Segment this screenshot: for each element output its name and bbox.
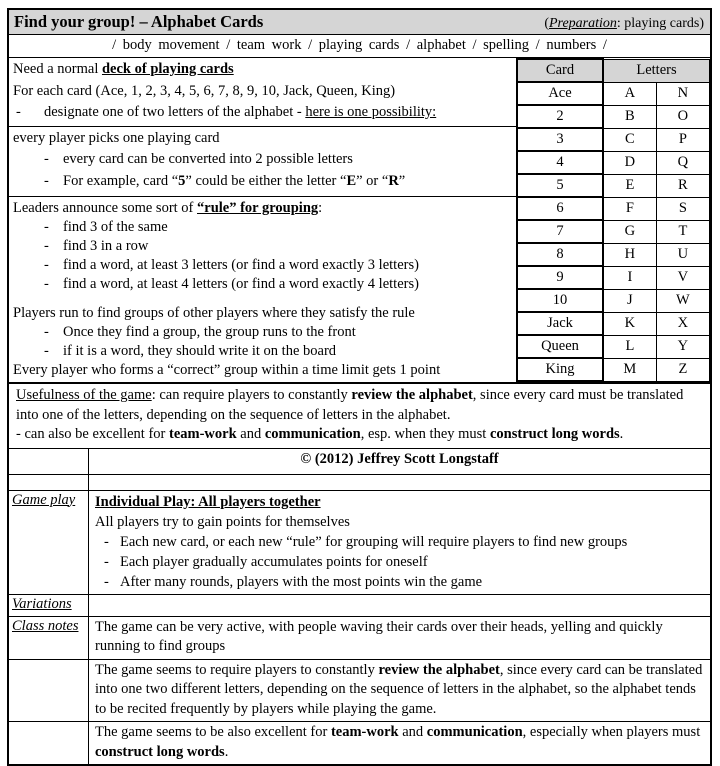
text-line: every player picks one playing card xyxy=(13,129,220,146)
letter-cell: J xyxy=(603,289,656,312)
text-line: (Preparation: playing cards) xyxy=(544,16,704,31)
letter-cell: A xyxy=(603,82,656,105)
text-line: The game seems to require players to constantly review the alphabet, since every card can be translated into one two different letters, depending on the sequence of letters in the alphabet, so the alphabet tends to be recited frequently by players while playing the game. xyxy=(95,661,703,717)
preparation-note xyxy=(544,16,704,32)
card-column-header: Card xyxy=(517,59,603,82)
card-letter-table xyxy=(516,58,710,382)
letter-cell: Z xyxy=(656,358,709,381)
gameplay-content xyxy=(89,491,710,594)
classnotes-label xyxy=(9,617,89,659)
letter-cell: C xyxy=(603,128,656,151)
card-table-row xyxy=(517,105,710,128)
text-line: Players run to find groups of other players where they satisfy the rule xyxy=(13,304,415,321)
copyright-row xyxy=(9,448,710,474)
bullet-dash: - xyxy=(44,342,49,359)
card-table-row xyxy=(517,312,710,335)
letter-cell: O xyxy=(656,105,709,128)
card-cell: Jack xyxy=(517,312,603,335)
card-cell: 10 xyxy=(517,289,603,312)
letter-cell: U xyxy=(656,243,709,266)
text-line: - find 3 of the same xyxy=(44,218,168,235)
document-table xyxy=(7,8,712,766)
spacer-row xyxy=(9,474,710,490)
rules-cell xyxy=(9,197,516,382)
letter-cell: W xyxy=(656,289,709,312)
classnotes-row xyxy=(9,616,710,659)
text-line: - designate one of two letters of the alphabet - here is one possibility: xyxy=(13,102,512,124)
bullet-dash: - xyxy=(44,151,49,167)
bullet-dash: - xyxy=(104,573,109,590)
top-section xyxy=(9,58,710,383)
text-line: - For example, card “5” could be either the letter “E” or “R” xyxy=(13,171,512,193)
card-cell: 9 xyxy=(517,266,603,289)
card-table-row xyxy=(517,358,710,381)
gameplay-label xyxy=(9,491,89,594)
text-line: Game play xyxy=(12,491,76,508)
note-alphabet-row xyxy=(9,659,710,722)
bullet-dash: - xyxy=(44,172,49,189)
classnotes-content xyxy=(89,617,710,659)
note-alphabet-text xyxy=(89,660,710,722)
letters-column-header: Letters xyxy=(603,59,710,82)
card-table-row xyxy=(517,128,710,151)
blank-line xyxy=(13,294,512,304)
text-line: - find 3 in a row xyxy=(44,237,149,254)
spacer-label-cell xyxy=(9,475,89,490)
card-cell: 5 xyxy=(517,174,603,197)
card-cell: Ace xyxy=(517,82,603,105)
bullet-dash: - xyxy=(104,553,109,570)
bullet-dash: - xyxy=(44,218,49,235)
card-cell: 6 xyxy=(517,197,603,220)
card-cell: 8 xyxy=(517,243,603,266)
letter-cell: Q xyxy=(656,151,709,174)
text-line: - find a word, at least 3 letters (or find a word exactly 3 letters) xyxy=(44,256,419,273)
letter-cell: Y xyxy=(656,335,709,358)
text-line: - every card can be converted into 2 possible letters xyxy=(13,149,512,171)
text-line: All players try to gain points for themselves xyxy=(95,513,350,530)
bullet-dash: - xyxy=(16,104,21,120)
letter-cell: N xyxy=(656,82,709,105)
bullet-dash: - xyxy=(44,323,49,340)
letter-cell: D xyxy=(603,151,656,174)
title-bar xyxy=(9,10,710,35)
gameplay-row xyxy=(9,490,710,594)
letter-cell: V xyxy=(656,266,709,289)
spacer-content-cell xyxy=(89,475,710,490)
card-letter-table-wrap xyxy=(516,58,710,382)
pick-card-cell xyxy=(9,127,516,197)
text-line: - After many rounds, players with the most points win the game xyxy=(104,573,483,590)
bullet-dash: - xyxy=(44,237,49,254)
card-cell: 7 xyxy=(517,220,603,243)
text-line: Usefulness of the game: can require players to constantly review the alphabet, since every card must be translated into one of the letters, depending on the sequence of letters in the alphabet. xyxy=(16,387,684,423)
card-table-row xyxy=(517,174,710,197)
setup-cell xyxy=(9,58,516,127)
bullet-dash: - xyxy=(44,256,49,273)
letter-cell: F xyxy=(603,197,656,220)
letter-cell: S xyxy=(656,197,709,220)
card-cell: King xyxy=(517,358,603,381)
text-line: - Once they find a group, the group runs to the front xyxy=(44,323,356,340)
letter-cell: H xyxy=(603,243,656,266)
usefulness-row xyxy=(9,383,710,448)
letter-cell: K xyxy=(603,312,656,335)
text-line: - if it is a word, they should write it on the board xyxy=(44,342,337,359)
card-table-row xyxy=(517,243,710,266)
text-line: The game seems to be also excellent for team-work and communication, especially when players must construct long words. xyxy=(95,724,701,760)
letter-cell: E xyxy=(603,174,656,197)
card-table-header-row xyxy=(517,59,710,82)
variations-label xyxy=(9,595,89,616)
copyright-text: © (2012) Jeffrey Scott Longstaff xyxy=(300,450,499,467)
tag-list: / body movement / team work / playing cards / alphabet / spelling / numbers / xyxy=(9,35,710,58)
bullet-dash: - xyxy=(44,275,49,292)
letter-cell: G xyxy=(603,220,656,243)
letter-cell: R xyxy=(656,174,709,197)
text-line: For each card (Ace, 1, 2, 3, 4, 5, 6, 7, 8, 9, 10, Jack, Queen, King) xyxy=(13,82,396,99)
card-cell: Queen xyxy=(517,335,603,358)
bullet-dash: - xyxy=(104,533,109,550)
letter-cell: T xyxy=(656,220,709,243)
copyright-label-cell xyxy=(9,449,89,474)
text-line: - can also be excellent for team-work and communication, esp. when they must construct long words. xyxy=(16,426,624,442)
card-cell: 4 xyxy=(517,151,603,174)
text-line: Variations xyxy=(12,595,72,612)
text-line: Need a normal deck of playing cards xyxy=(13,61,234,77)
letter-cell: P xyxy=(656,128,709,151)
letter-cell: B xyxy=(603,105,656,128)
letter-cell: M xyxy=(603,358,656,381)
card-table-row xyxy=(517,266,710,289)
text-line: Individual Play: All players together xyxy=(95,493,321,510)
card-table-row xyxy=(517,82,710,105)
page-title: Find your group! – Alphabet Cards xyxy=(14,12,264,31)
usefulness-text xyxy=(9,384,710,448)
text-line: - Each new card, or each new “rule” for grouping will require players to find new groups xyxy=(104,533,628,550)
letter-cell: L xyxy=(603,335,656,358)
instructions-column xyxy=(9,58,516,382)
note-alphabet-label-cell xyxy=(9,660,89,722)
text-line: - find a word, at least 4 letters (or find a word exactly 4 letters) xyxy=(44,275,419,292)
text-line: The game can be very active, with people waving their cards over their heads, yelling and quickly running to find groups xyxy=(95,618,663,654)
card-cell: 3 xyxy=(517,128,603,151)
text-line: Class notes xyxy=(12,617,79,634)
variations-row xyxy=(9,594,710,616)
letter-cell: X xyxy=(656,312,709,335)
card-table-row xyxy=(517,197,710,220)
text-line: Leaders announce some sort of “rule” for grouping: xyxy=(13,199,323,216)
card-table-row xyxy=(517,335,710,358)
card-table-row xyxy=(517,151,710,174)
card-cell: 2 xyxy=(517,105,603,128)
text-line: - Each player gradually accumulates points for oneself xyxy=(104,553,428,570)
text-line: Every player who forms a “correct” group within a time limit gets 1 point xyxy=(13,361,441,378)
card-table-row xyxy=(517,220,710,243)
letter-cell: I xyxy=(603,266,656,289)
card-table-row xyxy=(517,289,710,312)
variations-content xyxy=(89,595,710,616)
